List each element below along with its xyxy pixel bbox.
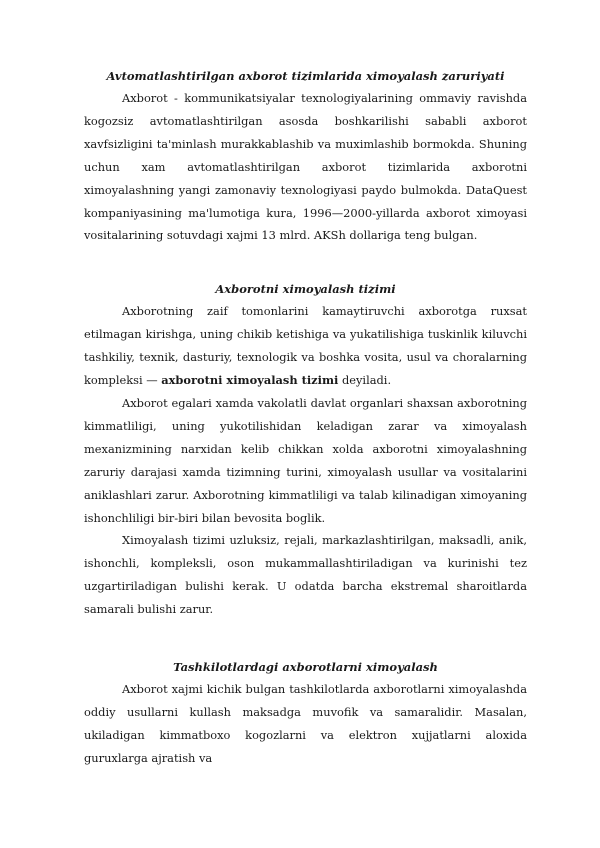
term-highlight: axborotni ximoyalash tizimi — [161, 373, 339, 388]
section-2-paragraph-2: Axborot egalari xamda vakolatli davlat organlari shaxsan axborotning kimmatliligi, uning yukotilishidan keladigan zarar va ximoyalash mexanizmining narxidan kelib chikkan xolda axborotni ximoyalashning zaruriy darajasi xamda tizimning turini, ximoyalash usullar va vositalarini aniklashlari zarur. Axborotning kimmatliligi va talab kilinadigan ximoyaning ishonchliligi bir-biri bilan bevosita boglik. — [84, 395, 527, 525]
section-2-paragraph-1-text: Axborotning zaif tomonlarini kamaytiruvchi axborotga ruxsat etilmagan kirishga, uning chikib ketishiga va yukatilishiga tuskinlik kiluvchi tashkiliy, texnik, dasturiy, texnologik va boshka vosita, usul va choralarning kompleksi — — [84, 304, 527, 388]
section-heading-1: Avtomatlashtirilgan axborot tizimlarida ximoyalash zaruriyati — [106, 69, 505, 83]
section-2-paragraph-1 — [84, 300, 527, 392]
section-2-paragraph-1-tail: deyiladi. — [338, 373, 392, 388]
section-heading-2: Axborotni ximoyalash tizimi — [215, 282, 396, 297]
section-1-paragraph-1: Axborot - kommunikatsiyalar texnologiyalarining ommaviy ravishda kogozsiz avtomatlashtirilgan asosda boshkarilishi sababli axborot xavfsizligini ta'minlash murakkablashib va muximlashib bormokda. Shuning uchun xam avtomatlashtirilgan axborot tizimlarida axborotni ximoyalashning yangi zamonaviy texnologiyasi paydo bulmokda. DataQuest kompaniyasining ma'lumotiga kura, 1996—2000-yillarda axborot ximoyasi vositalarining sotuvdagi xajmi 13 mlrd. AKSh dollariga teng bulgan. — [84, 91, 527, 243]
section-3-paragraph-1: Axborot xajmi kichik bulgan tashkilotlarda axborotlarni ximoyalashda oddiy usullarni kullash maksadga muvofik va samaralidir. Masalan, ukiladigan kimmatboxo kogozlarni va elektron xujjatlarni aloxida guruxlarga ajratish va — [84, 682, 527, 765]
section-heading-3: Tashkilotlardagi axborotlarni ximoyalash — [173, 660, 438, 675]
section-spacer — [84, 621, 527, 657]
section-2-paragraph-3: Ximoyalash tizimi uzluksiz, rejali, markazlashtirilgan, maksadli, anik, ishonchli, kompleksli, oson mukammallashtiriladigan va kurinishi tez uzgartiriladigan bulishi kerak. U odatda barcha ekstremal sharoitlarda samarali bulishi zarur. — [84, 533, 527, 617]
section-spacer — [84, 247, 527, 279]
document-page — [84, 64, 527, 770]
